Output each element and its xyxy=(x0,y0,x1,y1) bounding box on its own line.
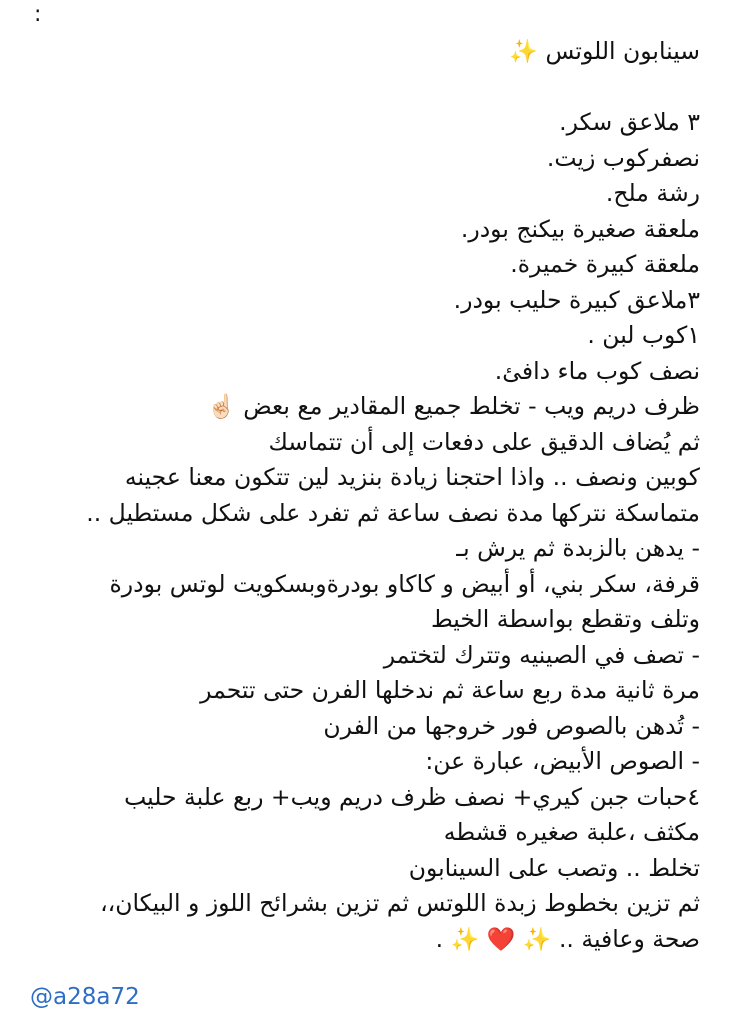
ingredient-line: نصفركوب زيت. xyxy=(546,143,700,172)
recipe-title: سينابون اللوتس xyxy=(545,37,700,65)
method-line xyxy=(28,389,700,425)
ingredient-line: ١كوب لبن . xyxy=(587,321,700,349)
method-line: - الصوص الأبيض، عبارة عن: xyxy=(425,747,700,775)
recipe-text xyxy=(28,34,700,957)
sparkles-icon: ✨ xyxy=(522,926,552,953)
ingredient-line: ٣ملاعق كبيرة حليب بودر. xyxy=(453,285,700,314)
closing-dot: . xyxy=(435,924,444,953)
method-line-text: ظرف دريم ويب - تخلط جميع المقادير مع بعض xyxy=(243,392,700,420)
method-line: مكثف ،علبة صغيره قشطه xyxy=(443,818,700,846)
sparkles-icon: ✨ xyxy=(450,926,480,953)
ingredient-line: ملعقة صغيرة بيكنج بودر. xyxy=(460,214,700,243)
top-mark: : xyxy=(34,2,42,27)
method-line: وتلف وتقطع بواسطة الخيط xyxy=(431,605,700,633)
method-line: تخلط .. وتصب على السينابون xyxy=(408,853,700,882)
closing-text: صحة وعافية .. xyxy=(558,924,700,953)
method-line: قرفة، سكر بني، أو أبيض و كاكاو بودرةوبسكويت لوتس بودرة xyxy=(109,569,700,598)
method-line: - تُدهن بالصوص فور خروجها من الفرن xyxy=(323,711,700,740)
method-line: - تصف في الصينيه وتترك لتختمر xyxy=(383,640,700,669)
author-handle[interactable]: @a28a72 xyxy=(30,984,140,1010)
method-line: - يدهن بالزبدة ثم يرش بـ xyxy=(456,534,700,562)
method-line: ثم يُضاف الدقيق على دفعات إلى أن تتماسك xyxy=(268,427,700,456)
blank-line xyxy=(28,70,700,106)
pointing-up-icon: ☝🏻 xyxy=(207,394,236,420)
method-line: ٤حبات جبن كيري+ نصف ظرف دريم ويب+ ربع علبة حليب xyxy=(124,782,700,811)
method-line: ثم تزين بخطوط زبدة اللوتس ثم تزين بشرائح اللوز و البيكان،، xyxy=(100,889,700,917)
method-line: كوبين ونصف .. واذا احتجنا زيادة بنزيد لين تتكون معنا عجينه xyxy=(124,463,700,491)
ingredient-line: نصف كوب ماء دافئ. xyxy=(494,356,700,385)
closing-line xyxy=(28,922,700,958)
ingredient-line: ملعقة كبيرة خميرة. xyxy=(510,250,700,278)
sparkles-icon: ✨ xyxy=(509,39,538,65)
method-line: متماسكة نتركها مدة نصف ساعة ثم تفرد على شكل مستطيل .. xyxy=(86,498,700,527)
recipe-title-line xyxy=(28,34,700,70)
ingredient-line: رشة ملح. xyxy=(605,179,700,207)
heart-icon: ❤️ xyxy=(486,926,516,953)
ingredient-line: ٣ ملاعق سكر. xyxy=(559,108,700,136)
method-line: مرة ثانية مدة ربع ساعة ثم ندخلها الفرن حتى تتحمر xyxy=(200,676,700,704)
